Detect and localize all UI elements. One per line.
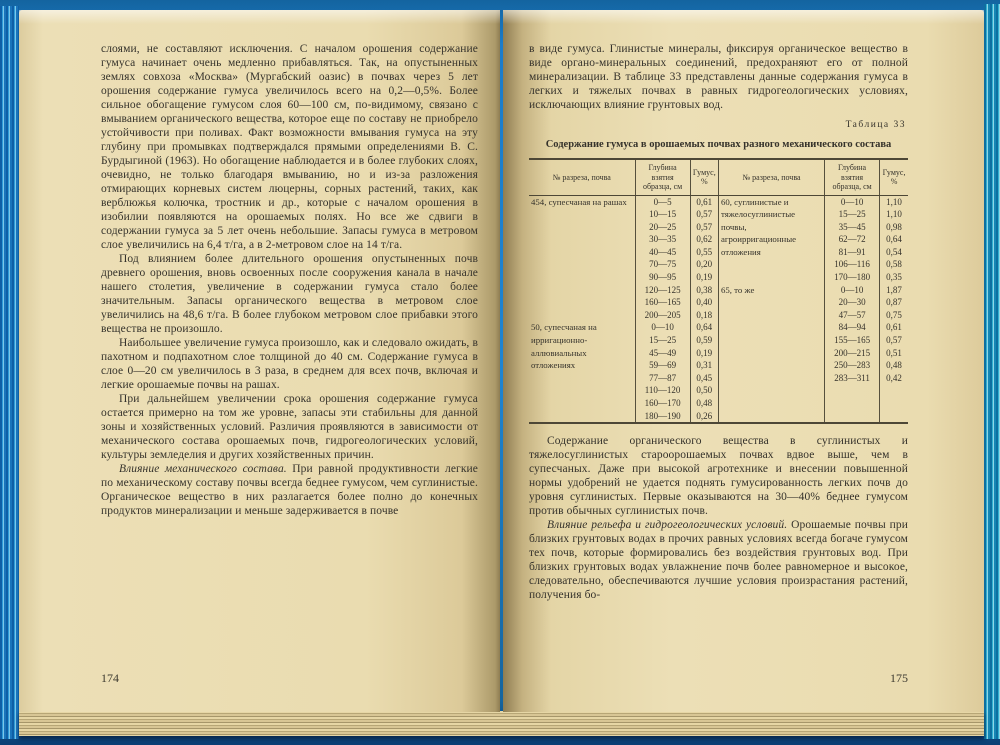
depth-cell: 120—125: [635, 284, 690, 297]
humus-cell: 0,61: [690, 195, 718, 208]
table-title: Содержание гумуса в орошаемых почвах разного механического состава: [545, 139, 892, 150]
depth-cell: 0—10: [825, 195, 880, 208]
profile-cell: 65, то же: [718, 284, 824, 424]
humus-table: [529, 158, 908, 424]
depth-cell: 81—91: [825, 246, 880, 259]
depth-cell: 59—69: [635, 359, 690, 372]
table-number-label: Таблица 33: [845, 120, 906, 130]
depth-cell: 77—87: [635, 372, 690, 385]
humus-cell: 0,57: [886, 335, 902, 346]
depth-cell: 20—25: [635, 221, 690, 234]
depth-cell: [825, 410, 880, 424]
humus-cell: 0,62: [690, 233, 718, 246]
depth-cell: 40—45: [635, 246, 690, 259]
humus-cell: 0,50: [690, 384, 718, 397]
paragraph: слоями, не составляют исключения. С началом орошения содержание гумуса начинает очень медленно прибавляться. Так, на опустыненных землях совхоза «Москва» (Мургабский оазис) в почвах через 5 лет орошения содержание гумуса увеличилось всего на 0,2—0,5%. Более сильное обогащение гумусом слоя 60—100 см, по-видимому, связано с вмыванием органического вещества, которое еще по составу не приобрело устойчивости при поливах. Факт возможности вмывания гумуса на эту глубину при промывках подтверждался прямыми определениями В. С. Бурдыгиной (1963). Но обогащение наблюдается и в более глубоких слоях, очевидно, не только благодаря вмыванию, но и из-за разложения отмирающих корневых систем люцерны, сорных растений, таких, как верблюжья колючка, тростник и др., которые с началом орошения в изобилии появляются на орошаемых полях. Но все же сдвиги в содержании гумуса за 5 лет очень небольшие. Запасы гумуса в метровом слое увеличились на 6,4 т/га, а в 2-метровом слое на 14 т/га.: [101, 43, 478, 251]
depth-cell: [825, 397, 880, 410]
humus-cell: 0,42: [886, 372, 902, 383]
paragraph: в виде гумуса. Глинистые минералы, фиксируя органическое вещество в виде органо-минеральных соединений, предохраняют его от полной минерализации. В таблице 33 представлены данные содержания гумуса в легких и тяжелых почвах в равных гидрогеологических условиях, исключающих влияние грунтовых вод.: [529, 43, 908, 111]
humus-cell: 1,10: [886, 209, 902, 220]
paragraph-with-lead: [101, 462, 478, 518]
depth-cell: 35—45: [825, 221, 880, 234]
humus-cell: 1,10: [886, 196, 902, 207]
depth-cell: 200—205: [635, 309, 690, 322]
right-page-text-column: [529, 42, 908, 686]
depth-cell: 106—116: [825, 258, 880, 271]
profile-cell: 454, супесчаная на рашах: [529, 195, 635, 321]
humus-cell: [880, 384, 908, 397]
humus-cell: 0,64: [886, 234, 902, 245]
depth-cell: 155—165: [825, 334, 880, 347]
humus-cell: 0,38: [690, 284, 718, 297]
paragraph-rest: При равной продуктивности легкие по механическому составу почвы всегда беднее гумусом, чем суглинистые. Органическое вещество в них разлагается более полно до конечных продуктов минерализации и меньше задерживается в почве: [101, 463, 478, 517]
depth-cell: 15—25: [635, 334, 690, 347]
page-edges-left: [0, 6, 19, 739]
depth-cell: 0—10: [635, 321, 690, 334]
paragraph: Содержание органического вещества в суглинистых и тяжелосуглинистых староорошаемых почвах вдвое выше, чем в супесчаных. Даже при высокой агротехнике и внесении повышенной нормы удобрений не удается поднять гумусированность легких почв до уровня суглинистых. Первые оказываются на 30—40% беднее гумусом против обычных суглинистых почв.: [529, 435, 908, 518]
humus-cell: 0,45: [690, 372, 718, 385]
depth-cell: 84—94: [825, 321, 880, 334]
depth-cell: 30—35: [635, 233, 690, 246]
depth-cell: 160—165: [635, 296, 690, 309]
depth-cell: 70—75: [635, 258, 690, 271]
humus-table-header: [529, 159, 908, 195]
depth-cell: 200—215: [825, 347, 880, 360]
page-edges-bottom: [19, 711, 984, 736]
humus-cell: 0,57: [690, 208, 718, 221]
depth-cell: [825, 384, 880, 397]
humus-cell: 0,75: [886, 309, 902, 320]
depth-cell: 283—311: [825, 372, 880, 385]
humus-cell: 0,58: [886, 259, 902, 270]
humus-cell: 0,59: [690, 334, 718, 347]
humus-cell: 0,98: [886, 221, 902, 232]
paragraph-lead: Влияние рельефа и гидрогеологических условий.: [547, 519, 788, 532]
depth-cell: 0—5: [635, 195, 690, 208]
page-number-right: 175: [890, 671, 908, 685]
humus-cell: 0,48: [690, 397, 718, 410]
humus-cell: 0,87: [886, 297, 902, 308]
col-header-profile: № разреза, почва: [718, 159, 824, 195]
humus-cell: 0,61: [886, 322, 902, 333]
table-row: [529, 195, 908, 208]
humus-cell: 0,40: [690, 296, 718, 309]
humus-cell: 1,87: [886, 284, 902, 295]
depth-cell: 20—30: [825, 296, 880, 309]
col-header-depth: Глубина взятия образца, см: [825, 159, 880, 195]
paragraph: Под влиянием более длительного орошения опустыненных почв древнего орошения, вновь освоенных после сооружения канала в начале нашего столетия, увеличение в содержании гумуса стало более значительным. Запасы органического вещества в метровом слое увеличились на 48,6 т/га. В более глубоком метровом слое прибавки этого вещества не произошло.: [101, 253, 478, 335]
depth-cell: 110—120: [635, 384, 690, 397]
depth-cell: 15—25: [825, 208, 880, 221]
profile-cell: 60, суглинистые и тяжелосуглинистые почвы, агроирригационные отложения: [718, 195, 824, 284]
depth-cell: 90—95: [635, 271, 690, 284]
col-header-profile: № разреза, почва: [529, 159, 635, 195]
humus-cell: 0,20: [690, 258, 718, 271]
depth-cell: 170—180: [825, 271, 880, 284]
depth-cell: 180—190: [635, 410, 690, 424]
humus-cell: 0,26: [690, 410, 718, 424]
depth-cell: 10—15: [635, 208, 690, 221]
paragraph: При дальнейшем увеличении срока орошения содержание гумуса остается примерно на том же уровне, запасы эти стабильны для данной зоны и хозяйственных условий. Различия проявляются в зависимости от механического состава орошаемых почв, гидрогеологических условий, культуры земледелия и других хозяйственных причин.: [101, 393, 478, 461]
paragraph-lead: Влияние механического состава.: [119, 463, 287, 475]
paragraph-with-lead: [529, 518, 908, 602]
humus-cell: 0,35: [886, 272, 902, 283]
depth-cell: 0—10: [825, 284, 880, 297]
humus-cell: 0,18: [690, 309, 718, 322]
page-number-left: 174: [101, 671, 119, 685]
humus-cell: 0,51: [886, 347, 902, 358]
humus-cell: [880, 410, 908, 424]
humus-cell: 0,54: [886, 246, 902, 257]
left-page: [19, 10, 500, 712]
humus-cell: 0,64: [690, 321, 718, 334]
page-edges-right: [984, 4, 1000, 739]
right-page: [503, 10, 984, 712]
depth-cell: 47—57: [825, 309, 880, 322]
humus-cell: 0,19: [690, 271, 718, 284]
humus-cell: [880, 397, 908, 410]
humus-cell: 0,55: [690, 246, 718, 259]
depth-cell: 250—283: [825, 359, 880, 372]
col-header-humus: Гумус, %: [690, 159, 718, 195]
humus-cell: 0,31: [690, 359, 718, 372]
profile-cell: 50, супесчаная на ирригационно-аллювиальных отложениях: [529, 321, 635, 423]
paragraph-rest: Орошаемые почвы при близких грунтовых водах в прочих равных условиях всегда богаче гумусом тех почв, которые формировались без воздействия грунтовых вод. При близких грунтовых водах увлажнение почв более равномерное и высокое, следовательно, обеспечиваются лучшие условия произрастания растений, получения бо-: [529, 519, 908, 602]
depth-cell: 45—49: [635, 347, 690, 360]
humus-cell: 0,19: [690, 347, 718, 360]
depth-cell: 62—72: [825, 233, 880, 246]
humus-cell: 0,48: [886, 360, 902, 371]
depth-cell: 160—170: [635, 397, 690, 410]
humus-table-body: [529, 195, 908, 423]
paragraph: Наибольшее увеличение гумуса произошло, как и следовало ожидать, в пахотном и подпахотном слое толщиной до 40 см. Содержание гумуса в слое 0—20 см увеличилось в 3 раза, в среднем для всех почв, включая и легкие орошаемые почвы на рашах.: [101, 337, 478, 391]
col-header-depth: Глубина взятия образца, см: [635, 159, 690, 195]
col-header-humus: Гумус, %: [880, 159, 908, 195]
left-page-text-column: [101, 42, 478, 686]
humus-cell: 0,57: [690, 221, 718, 234]
